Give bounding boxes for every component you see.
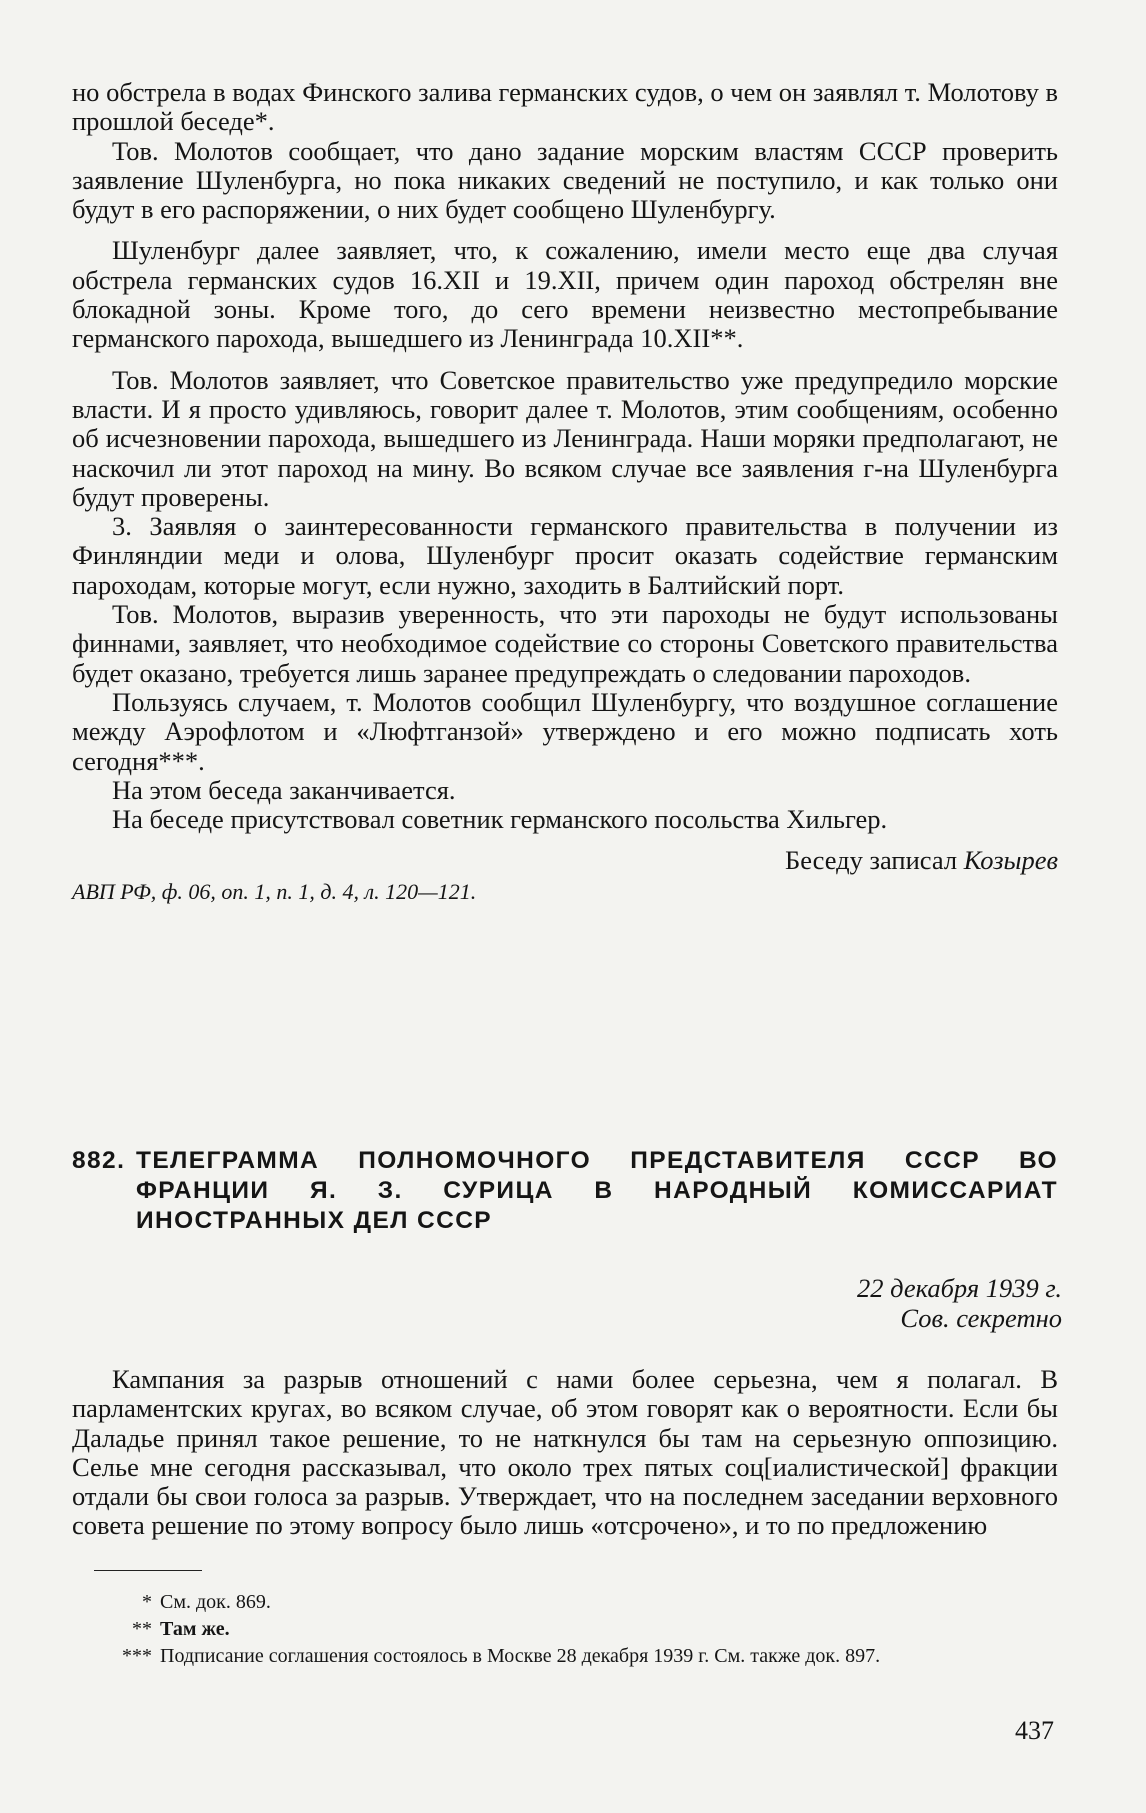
body-paragraph: Шуленбург далее заявляет, что, к сожалению, имели место еще два случая обстрела германских судов 16.XII и 19.XII, причем один пароход обстрелян вне блокадной зоны. Кроме того, до сего времени неизвестно местопребывание германского парохода, вышедшего из Ленинграда 10.XII**. (72, 235, 1058, 354)
body-paragraph: Пользуясь случаем, т. Молотов сообщил Шуленбургу, что воздушное соглашение между Аэрофлотом и «Люфтганзой» утверждено и его можно подписать хоть сегодня***. (72, 686, 1058, 776)
document-title: ТЕЛЕГРАММА ПОЛНОМОЧНОГО ПРЕДСТАВИТЕЛЯ СССР ВО ФРАНЦИИ Я. З. СУРИЦА В НАРОДНЫЙ КОМИССАРИАТ ИНОСТРАННЫХ ДЕЛ СССР (136, 1147, 1058, 1234)
date-block (857, 1273, 1062, 1333)
main-text (72, 78, 1058, 906)
footnote (72, 1644, 1058, 1669)
document-heading (72, 1146, 1058, 1236)
archive-source: АВП РФ, ф. 06, оп. 1, п. 1, д. 4, л. 120—121. (72, 878, 477, 904)
document-number: 882. (72, 1147, 126, 1174)
footnote (72, 1617, 1058, 1642)
footnote-text: См. док. 869. (160, 1591, 271, 1613)
footnote-mark: ** (132, 1618, 152, 1640)
footnote-text: Там же. (160, 1618, 230, 1640)
classification: Сов. секретно (900, 1303, 1062, 1333)
body-paragraph: 3. Заявляя о заинтересованности германского правительства в получении из Финляндии меди и олова, Шуленбург просит оказать содействие германским пароходам, которые могут, если нужно, заходить в Балтийский порт. (72, 511, 1058, 600)
body-paragraph: На беседе присутствовал советник германского посольства Хильгер. (112, 804, 888, 835)
document-date: 22 декабря 1939 г. (856, 1273, 1062, 1303)
page-number: 437 (1015, 1716, 1054, 1745)
body-paragraph: Тов. Молотов сообщает, что дано задание морским властям СССР проверить заявление Шуленбурга, но пока никаких сведений не поступило, и как только они будут в его распоряжении, о них будет сообщено Шуленбургу. (72, 135, 1058, 225)
body-paragraph: но обстрела в водах Финского залива германских судов, о чем он заявлял т. Молотову в прошлой беседе*. (72, 77, 1058, 137)
body-paragraph: Тов. Молотов заявляет, что Советское правительство уже предупредило морские власти. И я просто удивляюсь, говорит далее т. Молотов, этим сообщениям, особенно об исчезновении парохода, вышедшего из Ленинграда. Наши моряки предполагают, не наскочил ли этот пароход на мину. Во всяком случае все заявления г-на Шуленбурга будут проверены. (72, 364, 1058, 512)
footnote-divider (94, 1570, 202, 1571)
footnote-mark: * (142, 1591, 152, 1613)
signature-name: Козырев (963, 845, 1058, 876)
telegram-paragraph: Кампания за разрыв отношений с нами более серьезна, чем я полагал. В парламентских кругах, во всяком случае, об этом говорят как о вероятности. Если бы Даладье принял такое решение, то не наткнулся бы там на серьезную оппозицию. Селье мне сегодня рассказывал, что около трех пятых соц[иалистической] фракции отдали бы свои голоса за разрыв. Утверждает, что на последнем заседании верховного совета решение по этому вопросу было лишь «отсрочено», и то по предложению (72, 1364, 1058, 1541)
body-paragraph: На этом беседа заканчивается. (112, 774, 456, 805)
footnote-text: Подписание соглашения состоялось в Москве 28 декабря 1939 г. См. также док. 897. (160, 1645, 881, 1667)
body-paragraph: Тов. Молотов, выразив уверенность, что эти пароходы не будут использованы финнами, заявляет, что необходимое содействие со стороны Советского правительства будет оказано, требуется лишь заранее предупреждать о следовании пароходов. (72, 599, 1058, 688)
signature: Беседу записал Козырев (785, 845, 1058, 876)
telegram-text (72, 1365, 1058, 1541)
footnote (72, 1590, 1058, 1615)
footnote-mark: *** (122, 1645, 152, 1667)
